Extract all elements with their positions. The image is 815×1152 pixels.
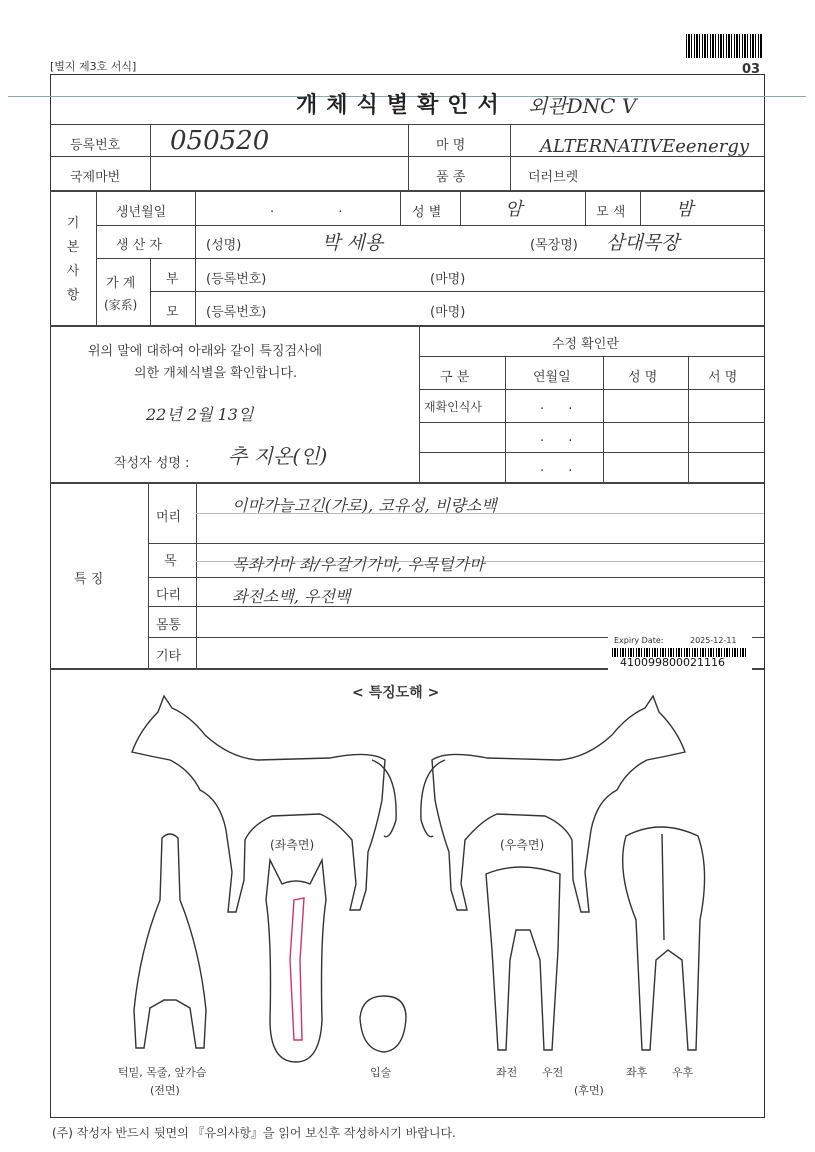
page-number: 03 <box>742 62 761 77</box>
diagram-title: < 특징도해 > <box>352 685 440 701</box>
color-label: 모 색 <box>596 205 626 220</box>
sticker-barcode-no: 410099800021116 <box>620 656 725 669</box>
breed-value: 더러브렛 <box>528 170 579 185</box>
producer-name-value: 박 세용 <box>322 232 384 254</box>
feature-head-label: 머리 <box>156 510 182 525</box>
feature-head-value: 이마가늘고긴(가로), 코유성, 비량소백 <box>232 496 497 515</box>
revision-header-2: 연월일 <box>533 370 571 385</box>
revision-header-4: 서 명 <box>708 370 738 385</box>
horse-right-side-outline <box>432 696 685 912</box>
label-hind-left: 좌후 <box>626 1066 648 1079</box>
producer-name-label: (성명) <box>206 238 242 253</box>
family-label: 가 계 <box>106 276 136 291</box>
revision-dots-1: . . <box>540 398 583 413</box>
label-front: (전면) <box>150 1084 180 1097</box>
revision-dots-2: . . <box>540 430 583 445</box>
page-title: 개체식별확인서 <box>296 93 508 118</box>
sex-value: 암 <box>505 199 523 220</box>
revision-header-3: 성 명 <box>628 370 658 385</box>
sire-label: 부 <box>166 272 179 287</box>
confirm-date: 22년 2월 13일 <box>146 405 254 424</box>
horse-front-view <box>134 834 206 1048</box>
horse-muzzle <box>360 996 406 1052</box>
reg-no-label: 등록번호 <box>70 138 121 153</box>
label-fore-right: 우전 <box>542 1066 564 1079</box>
feature-body-label: 몸통 <box>156 618 182 633</box>
birth-dots: . . <box>270 201 373 216</box>
color-value: 밤 <box>676 199 694 220</box>
expiry-value: 2025-12-11 <box>690 636 737 645</box>
label-right-side: (우측면) <box>500 838 545 852</box>
horse-rear-tail <box>662 834 664 940</box>
horse-legs-front-view <box>486 867 560 1050</box>
birth-label: 생년월일 <box>116 205 167 220</box>
feature-legs-label: 다리 <box>156 588 182 603</box>
label-left-side: (좌측면) <box>270 838 315 852</box>
horse-blaze-marking <box>290 898 304 1040</box>
dam-reg-label: (등록번호) <box>206 305 267 320</box>
revision-title: 수정 확인란 <box>552 337 619 352</box>
title-annotation: 외관DNC V <box>528 94 637 118</box>
intl-no-label: 국제마번 <box>70 170 121 185</box>
sex-label: 성 별 <box>412 205 442 220</box>
confirm-text-1: 위의 말에 대하여 아래와 같이 특징검사에 <box>88 344 323 359</box>
horse-name-label: 마 명 <box>436 138 466 153</box>
label-rear: (후면) <box>574 1084 604 1097</box>
form-label: [별지 제3호 서식] <box>50 60 137 73</box>
feature-neck-label: 목 <box>164 554 177 569</box>
writer-value: 추 지온(인) <box>228 444 328 468</box>
label-fore-left: 좌전 <box>496 1066 518 1079</box>
horse-head-front <box>266 860 326 1062</box>
farm-value: 삼대목장 <box>606 232 680 254</box>
label-front-parts: 턱밑, 목줄, 앞가슴 <box>118 1066 207 1079</box>
revision-dots-3: . . <box>540 460 583 475</box>
reg-no-value: 050520 <box>170 126 270 156</box>
horse-left-side-outline <box>132 696 385 912</box>
dam-label: 모 <box>166 305 179 320</box>
footer-note: (주) 작성자 반드시 뒷면의 『유의사항』을 읽어 보신후 작성하시기 바랍니다. <box>52 1126 456 1140</box>
revision-row1-label: 재확인식사 <box>424 400 482 414</box>
horse-name-value: ALTERNATIVEeenergy <box>540 136 750 157</box>
dam-name-label: (마명) <box>430 305 466 320</box>
farm-label: (목장명) <box>530 238 578 253</box>
breed-label: 품 종 <box>436 170 466 185</box>
label-hind-right: 우후 <box>672 1066 694 1079</box>
producer-label: 생 산 자 <box>116 238 162 253</box>
revision-header-1: 구 분 <box>440 370 470 385</box>
sire-reg-label: (등록번호) <box>206 272 267 287</box>
basic-section-label: 기 본 사 항 <box>66 216 80 303</box>
label-muzzle: 입술 <box>370 1066 392 1079</box>
confirm-text-2: 의한 개체식별을 확인합니다. <box>134 366 298 381</box>
feature-other-label: 기타 <box>156 649 182 664</box>
expiry-label: Expiry Date: <box>614 636 664 645</box>
feature-neck-value: 목좌가마 좌/우갈기가마, 우목털가마 <box>232 555 485 574</box>
family-sub: (家系) <box>104 298 138 312</box>
features-section-label: 특 징 <box>74 572 104 587</box>
writer-label: 작성자 성명 : <box>114 456 190 471</box>
sire-name-label: (마명) <box>430 272 466 287</box>
feature-legs-value: 좌전소백, 우전백 <box>232 587 351 606</box>
